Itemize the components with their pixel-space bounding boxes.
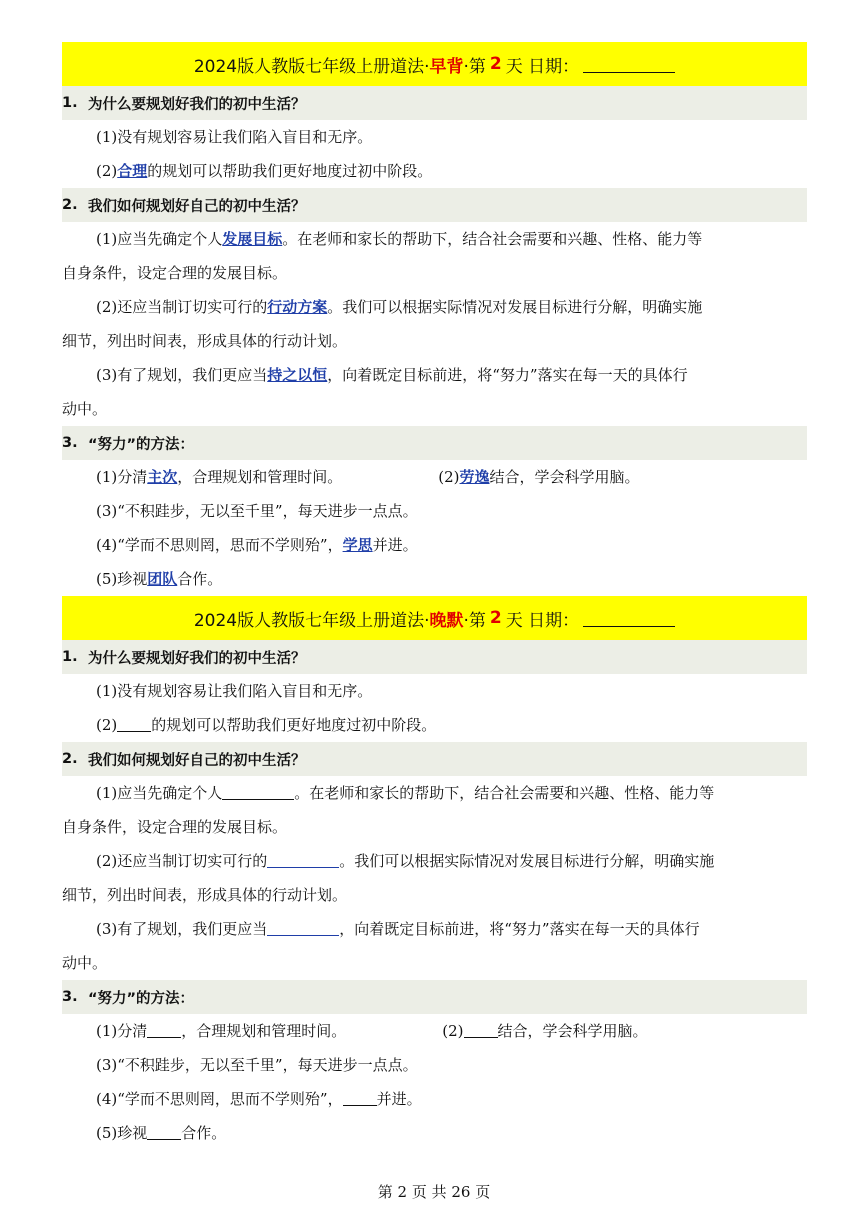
evening-q2-p2 [62, 844, 807, 878]
worksheet-page [62, 42, 807, 1150]
text: 结合，学会科学用脑。 [489, 468, 640, 486]
morning-q2-p2 [62, 290, 807, 324]
evening-title-bar [62, 596, 807, 640]
question-number: 2. [62, 197, 78, 213]
text: 结合，学会科学用脑。 [497, 1022, 648, 1040]
question-text: 为什么要规划好我们的初中生活？ [88, 650, 306, 667]
morning-question-3 [62, 426, 807, 460]
morning-question-1 [62, 86, 807, 120]
text: (4)“学而不思则罔，思而不学则殆”， [96, 1090, 343, 1108]
question-text: 为什么要规划好我们的初中生活？ [88, 96, 306, 113]
text: (2)还应当制订切实可行的 [96, 852, 268, 870]
fill-blank[interactable] [267, 849, 339, 868]
morning-q2-p2-cont: 细节，列出时间表，形成具体的行动计划。 [62, 332, 348, 350]
evening-title-mode: 晚默 [429, 610, 464, 631]
evening-title-day: 2 [489, 608, 502, 628]
evening-q2-p3-cont: 动中。 [62, 954, 108, 972]
morning-q2-p3 [62, 358, 807, 392]
text: (5)珍视 [96, 570, 148, 588]
evening-q3-items-1-2 [62, 1014, 807, 1048]
morning-q3-item-3: (3)“不积跬步，无以至千里”，每天进步一点点。 [96, 502, 418, 520]
answer-text: 合理 [117, 162, 148, 180]
morning-q2-p1 [62, 222, 807, 256]
text: 。我们可以根据实际情况对发展目标进行分解，明确实施 [327, 298, 703, 316]
question-text: “努力”的方法： [88, 990, 195, 1007]
fill-blank[interactable] [343, 1087, 377, 1106]
question-number: 1. [62, 649, 78, 665]
evening-q1-line-1: (1)没有规划容易让我们陷入盲目和无序。 [96, 682, 373, 700]
fill-blank[interactable] [464, 1019, 498, 1038]
morning-q1-line-2 [62, 154, 807, 188]
evening-title-suffix: 天 日期： [505, 610, 580, 631]
text: (2) [96, 716, 118, 734]
text: 。在老师和家长的帮助下，结合社会需要和兴趣、性格、能力等 [282, 230, 703, 248]
morning-question-2 [62, 188, 807, 222]
answer-text: 发展目标 [222, 230, 283, 248]
evening-q2-p1-cont: 自身条件，设定合理的发展目标。 [62, 818, 288, 836]
evening-q2-p2-cont: 细节，列出时间表，形成具体的行动计划。 [62, 886, 348, 904]
question-number: 2. [62, 751, 78, 767]
text: (2) [442, 1022, 464, 1040]
text: 。在老师和家长的帮助下，结合社会需要和兴趣、性格、能力等 [294, 784, 715, 802]
evening-q3-item-5 [62, 1116, 807, 1150]
text: (4)“学而不思则罔，思而不学则殆”， [96, 536, 343, 554]
text: ，合理规划和管理时间。 [181, 1022, 347, 1040]
text: 。我们可以根据实际情况对发展目标进行分解，明确实施 [339, 852, 715, 870]
morning-title-mode: 早背 [429, 56, 464, 77]
fill-blank[interactable] [117, 713, 151, 732]
evening-question-2 [62, 742, 807, 776]
text: 的规划可以帮助我们更好地度过初中阶段。 [147, 162, 433, 180]
text: (2)还应当制订切实可行的 [96, 298, 268, 316]
text: (5)珍视 [96, 1124, 148, 1142]
answer-text: 主次 [147, 468, 178, 486]
text: (2) [438, 468, 460, 486]
morning-title-prefix: 2024版人教版七年级上册道法· [193, 56, 430, 77]
morning-q3-item-5 [62, 562, 807, 596]
text: ，向着既定目标前进，将“努力”落实在每一天的具体行 [327, 366, 688, 384]
text: 并进。 [376, 1090, 422, 1108]
morning-q2-p1-cont: 自身条件，设定合理的发展目标。 [62, 264, 288, 282]
evening-title-mid: ·第 [463, 610, 486, 631]
morning-q3-item-4 [62, 528, 807, 562]
evening-date-field[interactable] [583, 610, 675, 627]
text: (1)应当先确定个人 [96, 230, 223, 248]
morning-title-mid: ·第 [463, 56, 486, 77]
text: (1)分清 [96, 1022, 148, 1040]
answer-text: 团队 [147, 570, 178, 588]
fill-blank[interactable] [147, 1019, 181, 1038]
answer-text: 劳逸 [459, 468, 490, 486]
question-number: 1. [62, 95, 78, 111]
page-footer: 第 2 页 共 26 页 [377, 1183, 491, 1201]
answer-text: 学思 [342, 536, 373, 554]
text: ，向着既定目标前进，将“努力”落实在每一天的具体行 [339, 920, 700, 938]
evening-q2-p3 [62, 912, 807, 946]
text: (1)分清 [96, 468, 148, 486]
question-text: 我们如何规划好自己的初中生活？ [88, 752, 306, 769]
text: (3)有了规划，我们更应当 [96, 366, 268, 384]
answer-text: 行动方案 [267, 298, 328, 316]
evening-q1-line-2 [62, 708, 807, 742]
evening-q2-p1 [62, 776, 807, 810]
question-text: 我们如何规划好自己的初中生活？ [88, 198, 306, 215]
fill-blank[interactable] [267, 917, 339, 936]
evening-question-1 [62, 640, 807, 674]
text: (2) [96, 162, 118, 180]
text: 合作。 [181, 1124, 227, 1142]
text: (1)应当先确定个人 [96, 784, 223, 802]
text: 合作。 [177, 570, 223, 588]
question-number: 3. [62, 435, 78, 451]
text: 的规划可以帮助我们更好地度过初中阶段。 [151, 716, 437, 734]
fill-blank[interactable] [147, 1121, 181, 1140]
text: (3)有了规划，我们更应当 [96, 920, 268, 938]
morning-title-bar [62, 42, 807, 86]
question-text: “努力”的方法： [88, 436, 195, 453]
text: ，合理规划和管理时间。 [177, 468, 343, 486]
morning-q2-p3-cont: 动中。 [62, 400, 108, 418]
evening-q3-item-3: (3)“不积跬步，无以至千里”，每天进步一点点。 [96, 1056, 418, 1074]
morning-title-suffix: 天 日期： [505, 56, 580, 77]
morning-title-day: 2 [489, 54, 502, 74]
evening-title-prefix: 2024版人教版七年级上册道法· [193, 610, 430, 631]
text: 并进。 [372, 536, 418, 554]
evening-question-3 [62, 980, 807, 1014]
answer-text: 持之以恒 [267, 366, 328, 384]
fill-blank[interactable] [222, 781, 294, 800]
question-number: 3. [62, 989, 78, 1005]
morning-q1-line-1: (1)没有规划容易让我们陷入盲目和无序。 [96, 128, 373, 146]
morning-date-field[interactable] [583, 56, 675, 73]
morning-q3-items-1-2 [62, 460, 807, 494]
evening-q3-item-4 [62, 1082, 807, 1116]
